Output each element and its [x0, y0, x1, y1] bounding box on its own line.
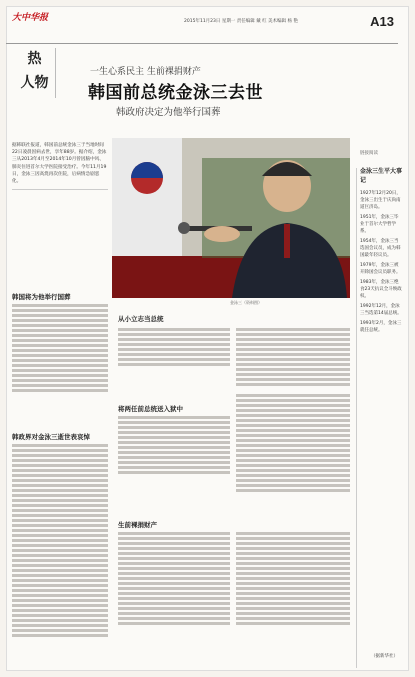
section-tab [14, 48, 56, 98]
body-column [118, 326, 230, 368]
section-heading: 生前裸捐财产 [118, 521, 157, 529]
sidebar-kicker: 链接阅读 [360, 151, 378, 156]
kicker: 一生心系民主 生前裸捐财产 [90, 67, 201, 77]
section-label-bottom: 人物 [20, 75, 49, 91]
news-photo [112, 138, 350, 298]
section-label-top: 热 [27, 51, 42, 67]
body-column [12, 442, 108, 639]
sidebar-entry: 1979年，金泳三被开除国会议员职务。 [360, 263, 401, 275]
body-column [236, 392, 350, 494]
sidebar-byline: （据新华社） [371, 654, 398, 659]
issue-line: 2015年11月23日 星期一 责任编辑 戴 红 美术编辑 杨 艳 [184, 19, 298, 24]
photo-illustration [112, 138, 350, 298]
sidebar-entry: 1992年12月，金泳三当选第14届总统。 [360, 304, 402, 316]
section-heading: 从小立志当总统 [118, 315, 164, 323]
section-heading: 韩政界对金泳三逝世表哀悼 [12, 433, 90, 441]
sidebar-entry: 1927年12月20日，金泳三出生于庆尚南道巨济岛。 [360, 191, 401, 210]
body-column [12, 302, 108, 394]
masthead [6, 6, 398, 44]
sidebar-timeline [356, 151, 403, 668]
body-column [118, 414, 230, 476]
sidebar-entry: 1993年2月，金泳三就任总统。 [360, 321, 402, 333]
section-heading: 将两任前总统送入狱中 [118, 405, 183, 413]
sidebar-entry: 1983年，金泳三绝食23天抗议全斗焕政权。 [360, 280, 402, 299]
sidebar-entry: 1954年，金泳三当选国会议员，成为韩国最年轻议员。 [360, 239, 401, 258]
brand-logo: 大中华报 [12, 13, 49, 23]
body-column [236, 530, 350, 627]
photo-caption: 金泳三（资料图） [230, 300, 262, 305]
page-label: A13 [370, 14, 394, 29]
sidebar-entry: 1951年，金泳三毕业于首尔大学哲学系。 [360, 215, 399, 234]
section-heading: 韩国将为他举行国葬 [12, 293, 71, 301]
sidebar-title: 金泳三生平大事记 [360, 168, 403, 184]
body-column [118, 530, 230, 627]
subtitle: 韩政府决定为他举行国葬 [116, 107, 221, 118]
lead-paragraph: 据韩联社报道，韩国前总统金泳三于当地时间22日凌晨因病去世，享年88岁。据介绍，金泳三从2013年4月至2014年10月曾因脑中风、肺炎住进首尔大学医院接受治疗。今年11月19日，金泳三因高烧再次住院，后病情急剧恶化。 [12, 142, 108, 190]
body-column [236, 326, 350, 388]
page-title: 韩国前总统金泳三去世 [88, 83, 263, 103]
